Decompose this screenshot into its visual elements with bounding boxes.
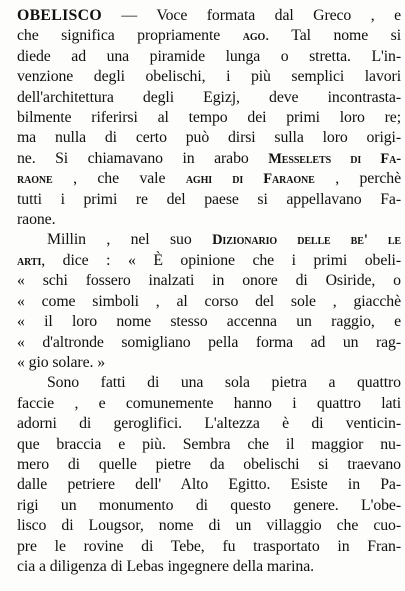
- text-run: raone.: [17, 211, 56, 229]
- text-run: — Voce formata dal Greco , e: [101, 7, 401, 24]
- text-line: [47, 230, 401, 250]
- text-run: cia a diligenza di Lebas ingegnere della marina.: [17, 557, 314, 575]
- text-line: [17, 47, 401, 67]
- text-line: [17, 394, 401, 414]
- text-line: [17, 149, 401, 169]
- text-run: Sono fatti di una sola pietra a quattro: [47, 374, 401, 392]
- text-line: [47, 373, 401, 393]
- text-run: , che vale: [52, 170, 186, 188]
- text-line: [17, 26, 401, 46]
- paragraph-millin-quote: [17, 230, 401, 373]
- text-run: , perchè: [314, 170, 401, 188]
- text-run: che significa propriamente: [17, 27, 243, 45]
- paragraph-definition: [17, 6, 401, 230]
- text-line: [17, 251, 401, 271]
- text-run: pre le rovine di Tebe, fu trasportato in Fran-: [17, 537, 401, 555]
- text-line: [17, 333, 401, 353]
- text-line: [17, 67, 401, 87]
- text-line: [17, 190, 401, 210]
- headword: OBELISCO: [17, 7, 102, 24]
- text-line: [17, 292, 401, 312]
- text-line: [17, 6, 401, 26]
- text-run: « gio solare. »: [17, 353, 105, 371]
- small-caps-term: Messelets di Fa-: [268, 150, 401, 167]
- text-run: . Tal nome si: [265, 27, 401, 45]
- text-run: , dice : « È opinione che i primi obeli-: [41, 251, 401, 269]
- text-run: lisco di Lougsor, nome di un villaggio che cuo-: [17, 517, 401, 535]
- text-line: [17, 271, 401, 291]
- text-run: « come simboli , al corso del sole , giacchè: [17, 292, 401, 310]
- text-line: [17, 435, 401, 455]
- text-line: [17, 475, 401, 495]
- text-line: [17, 537, 401, 557]
- dictionary-entry: [17, 6, 401, 577]
- text-line: [17, 210, 401, 230]
- text-line: [17, 88, 401, 108]
- text-run: « il loro nome stesso accenna un raggio, e: [17, 313, 401, 331]
- text-run: adorni di geroglifici. L'altezza è di venticin-: [17, 415, 401, 433]
- text-line: [17, 312, 401, 332]
- text-run: venzione degli obelischi, i più semplici lavori: [17, 68, 401, 86]
- small-caps-term: aghi di Faraone: [185, 171, 315, 188]
- text-line: [17, 557, 401, 577]
- text-run: dell'architettura degli Egizj, deve incontrasta-: [17, 88, 401, 106]
- text-line: [17, 496, 401, 516]
- text-run: ma nulla di certo può dirsi sulla loro origi-: [17, 129, 401, 147]
- text-run: « schi fossero inalzati in onore di Osiride, o: [17, 272, 401, 290]
- text-run: ne. Si chiamavano in arabo: [17, 149, 269, 167]
- small-caps-term: arti: [17, 252, 42, 269]
- text-run: mero di quelle pietre da obelischi si traevano: [17, 455, 401, 473]
- text-line: [17, 455, 401, 475]
- small-caps-term: Dizionario delle be' le: [212, 232, 401, 249]
- text-run: tutti i primi re del paese si appellavano Fa-: [17, 190, 401, 208]
- text-run: rigi un monumento di questo genere. L'obe-: [17, 496, 401, 514]
- text-run: dalle petriere dell' Alto Egitto. Esiste in Pa-: [17, 476, 401, 494]
- text-line: [17, 128, 401, 148]
- small-caps-term: ago: [242, 28, 266, 45]
- text-run: « d'altronde somigliano pella forma ad un rag-: [17, 333, 401, 351]
- text-run: diede ad una piramide lunga o stretta. L'in-: [17, 47, 401, 65]
- text-line: [17, 414, 401, 434]
- text-run: bilmente riferirsi al tempo dei primi loro re;: [17, 109, 401, 127]
- text-run: que braccia e più. Sembra che il maggior nu-: [17, 435, 401, 453]
- text-run: faccie , e comunemente hanno i quattro lati: [17, 394, 401, 412]
- small-caps-term: raone: [17, 171, 53, 188]
- text-line: [17, 169, 401, 189]
- text-line: [17, 353, 401, 373]
- text-line: [17, 516, 401, 536]
- text-line: [17, 108, 401, 128]
- paragraph-description: [17, 373, 401, 577]
- text-run: Millin , nel suo: [47, 231, 213, 249]
